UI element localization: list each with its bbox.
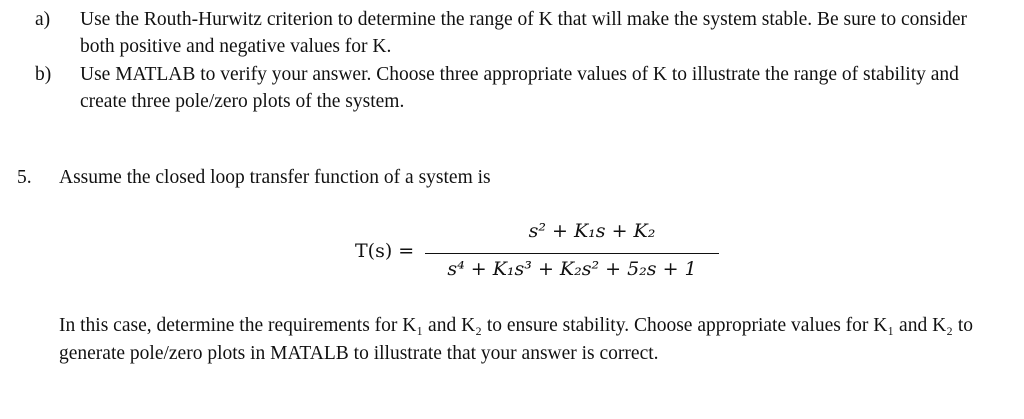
problem-instructions: In this case, determine the requirements for K₁ and K₂ to ensure stability. Choose appropriate values for K₁ and K₂ to generate pole/zero plots in MATALB to illustrate that your answer is correct.	[59, 315, 974, 364]
problem-number: 5.	[17, 167, 32, 188]
equation-numerator: s² + K₁s + K₂	[528, 220, 656, 242]
equation-lhs: T(s) =	[355, 240, 415, 262]
part-a-text: Use the Routh-Hurwitz criterion to determine the range of K that will make the system stable. Be sure to consider both positive and negative values for K.	[80, 9, 968, 57]
equation-denominator: s⁴ + K₁s³ + K₂s² + 5₂s + 1	[447, 258, 697, 280]
problem-intro: Assume the closed loop transfer function of a system is	[59, 167, 491, 188]
part-a-marker: a)	[35, 9, 51, 30]
part-b-marker: b)	[35, 64, 52, 85]
part-b-text: Use MATLAB to verify your answer. Choose three appropriate values of K to illustrate the range of stability and create three pole/zero plots of the system.	[80, 64, 959, 112]
transfer-function-equation	[355, 218, 725, 290]
fraction-bar	[425, 253, 719, 254]
